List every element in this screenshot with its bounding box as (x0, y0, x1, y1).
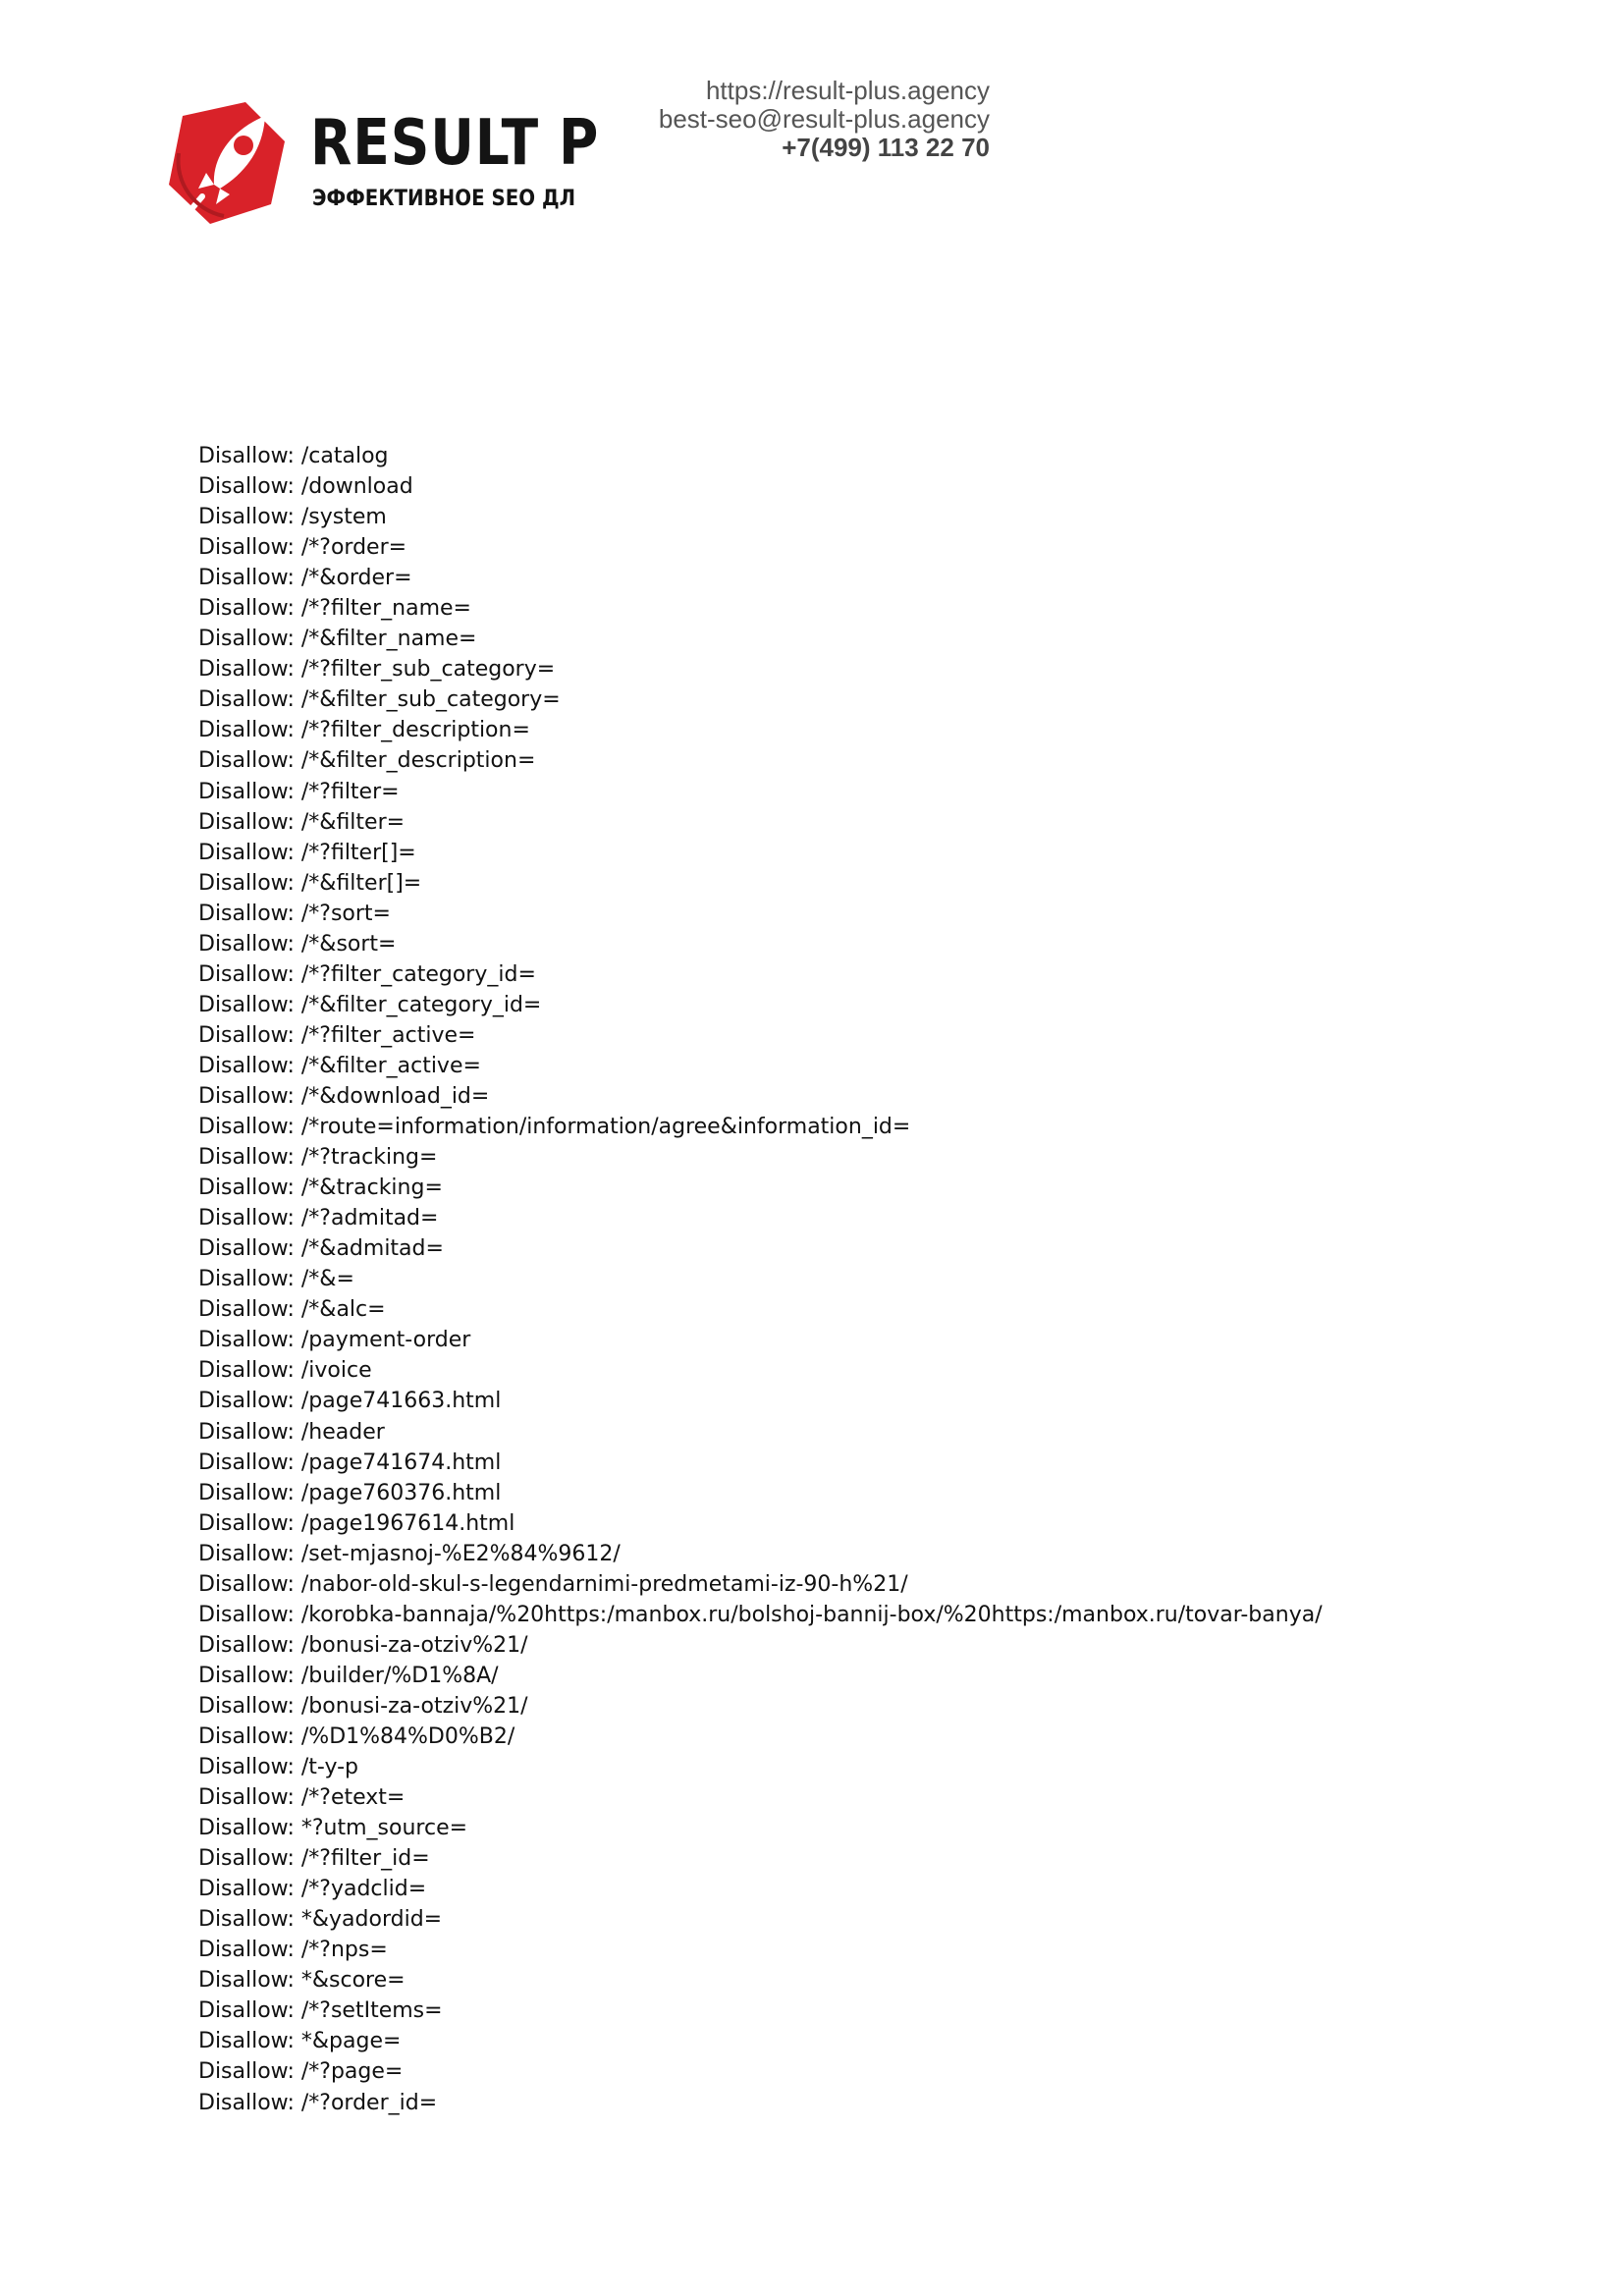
rule-line: Disallow: /builder/%D1%8A/ (198, 1663, 499, 1688)
rule-line: Disallow: /*&filter[]= (198, 870, 422, 896)
rule-line: Disallow: /*?nps= (198, 1938, 388, 1963)
rule-line: Disallow: /*?filter_id= (198, 1846, 430, 1872)
rule-line: Disallow: /*?admitad= (198, 1206, 439, 1231)
rule-line: Disallow: /t-y-p (198, 1755, 359, 1780)
rule-line: Disallow: /*&sort= (198, 931, 397, 957)
rule-line: Disallow: *&page= (198, 2029, 402, 2054)
rule-line: Disallow: /*?tracking= (198, 1145, 438, 1171)
rule-line: Disallow: /*?page= (198, 2059, 404, 2085)
rule-line: Disallow: /system (198, 505, 387, 530)
rule-line: Disallow: /page741674.html (198, 1449, 502, 1475)
robots-rules-list (198, 441, 1323, 2118)
rule-line: Disallow: /set-mjasnoj-%E2%84%9612/ (198, 1541, 621, 1566)
rule-line: Disallow: /*?filter_category_id= (198, 961, 536, 987)
rule-line: Disallow: /*&filter_description= (198, 748, 536, 774)
rule-line: Disallow: /*&= (198, 1267, 354, 1292)
rule-line: Disallow: /*?yadclid= (198, 1877, 427, 1902)
rule-line: Disallow: /nabor-old-skul-s-legendarnimi-predmetami-iz-90-h%21/ (198, 1571, 908, 1597)
rule-line: Disallow: /*&filter= (198, 809, 406, 835)
rule-line: Disallow: /*route=information/information/agree&information_id= (198, 1115, 911, 1140)
rule-line: Disallow: /*&filter_active= (198, 1053, 481, 1078)
rule-line: Disallow: /catalog (198, 444, 389, 468)
rule-line: Disallow: /korobka-bannaja/%20https:/manbox.ru/bolshoj-bannij-box/%20https:/manbox.ru/tovar-banya/ (198, 1602, 1323, 1627)
rule-line: Disallow: /*?setItems= (198, 1998, 443, 2024)
rule-line: Disallow: /*?filter[]= (198, 840, 416, 865)
rule-line: Disallow: /*?filter_sub_category= (198, 657, 556, 683)
rule-line: Disallow: /bonusi-za-otziv%21/ (198, 1693, 528, 1719)
rule-line: Disallow: /*?etext= (198, 1785, 406, 1811)
rule-line: Disallow: /*&order= (198, 566, 412, 591)
contact-block (659, 77, 990, 162)
rule-line: Disallow: /payment-order (198, 1328, 471, 1353)
rule-line: Disallow: *?utm_source= (198, 1816, 468, 1841)
rule-line: Disallow: /*?filter_active= (198, 1022, 476, 1048)
rule-line: Disallow: /%D1%84%D0%B2/ (198, 1723, 515, 1749)
rule-line: Disallow: /*?filter_description= (198, 718, 530, 743)
logo-slogan: ЭФФЕКТИВНОЕ SEO ДЛ (312, 187, 576, 211)
rule-line: Disallow: /*&tracking= (198, 1175, 443, 1201)
rule-line: Disallow: *&score= (198, 1968, 406, 1994)
website-link[interactable]: https://result-plus.agency (705, 76, 990, 105)
rule-line: Disallow: /*&filter_category_id= (198, 992, 542, 1017)
rule-line: Disallow: /header (198, 1419, 385, 1445)
rule-line: Disallow: /download (198, 474, 413, 500)
rule-line: Disallow: /ivoice (198, 1358, 372, 1384)
rule-line: Disallow: /*?filter_name= (198, 596, 471, 622)
rule-line: Disallow: /bonusi-za-otziv%21/ (198, 1632, 528, 1658)
rule-line: Disallow: /page1967614.html (198, 1510, 515, 1536)
rule-line: Disallow: *&yadordid= (198, 1907, 443, 1933)
rule-line: Disallow: /*&alc= (198, 1297, 386, 1323)
rule-line: Disallow: /*&filter_sub_category= (198, 687, 561, 713)
rule-line: Disallow: /*?filter= (198, 779, 400, 804)
rule-line: Disallow: /*?order= (198, 535, 407, 561)
rule-line: Disallow: /*?order_id= (198, 2090, 438, 2115)
company-logo (155, 94, 600, 232)
logo-title: RESULT P (310, 107, 600, 180)
rule-line: Disallow: /*&filter_name= (198, 627, 477, 652)
rule-line: Disallow: /page760376.html (198, 1480, 502, 1505)
rule-line: Disallow: /page741663.html (198, 1389, 502, 1414)
rule-line: Disallow: /*&admitad= (198, 1236, 444, 1262)
rocket-logo-icon (155, 94, 302, 232)
phone-number: +7(499) 113 22 70 (782, 133, 990, 162)
email-link[interactable]: best-seo@result-plus.agency (658, 104, 990, 134)
rule-line: Disallow: /*&download_id= (198, 1083, 490, 1109)
rule-line: Disallow: /*?sort= (198, 901, 391, 926)
